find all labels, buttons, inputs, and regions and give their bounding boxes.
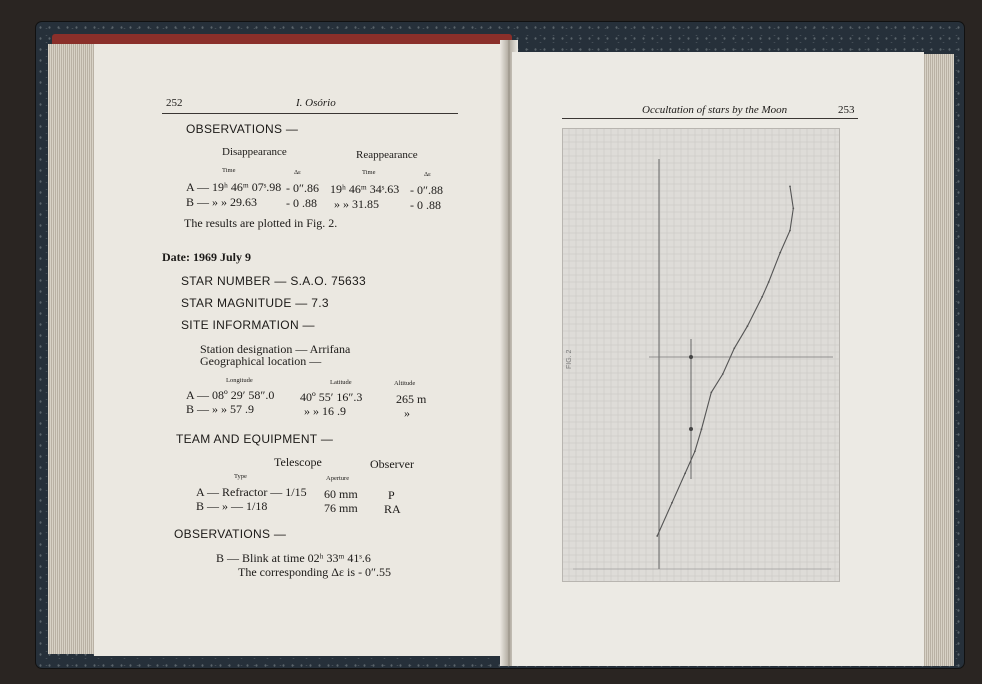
data-point <box>779 252 781 254</box>
right-page-number: 253 <box>838 104 855 116</box>
data-point <box>789 230 791 232</box>
page-edge-red <box>52 34 512 44</box>
geo-row-b-altitude: » <box>404 406 410 420</box>
chart-axes <box>573 159 833 569</box>
blink-line: B — Blink at time 02ʰ 33ᵐ 41ˢ.6 <box>216 551 371 565</box>
data-point <box>671 502 673 504</box>
data-point <box>761 296 763 298</box>
obs1-row-b-delta1: - 0 .88 <box>286 196 317 210</box>
aperture-label: Aperture <box>326 475 350 482</box>
data-point <box>768 281 770 283</box>
observations-heading-1: OBSERVATIONS — <box>186 122 299 136</box>
chart-marks <box>656 186 794 537</box>
left-page-number: 252 <box>166 97 183 109</box>
data-point <box>733 347 735 349</box>
data-point <box>701 428 703 430</box>
team-equipment-heading: TEAM AND EQUIPMENT — <box>176 432 334 446</box>
station-designation: Station designation — Arrifana <box>200 342 351 356</box>
observer-label: Observer <box>370 457 414 471</box>
equip-row-b-type: B — » — 1/18 <box>196 499 268 513</box>
obs1-row-b-delta2: - 0 .88 <box>410 198 441 212</box>
longitude-label: Longitude <box>226 377 253 384</box>
equip-row-b-observer: RA <box>384 502 401 516</box>
geo-row-b-longitude: B — » » 57 .9 <box>186 402 255 416</box>
geo-row-a-latitude: 40º 55′ 16″.3 <box>300 390 363 404</box>
equip-row-a-aperture: 60 mm <box>324 487 358 501</box>
data-point <box>789 186 791 188</box>
equip-row-b-aperture: 76 mm <box>324 501 358 515</box>
geographical-location: Geographical location — <box>200 354 322 368</box>
data-point <box>747 325 749 327</box>
obs1-row-b-time2: » » 31.85 <box>334 197 379 211</box>
chart-grid <box>563 129 839 581</box>
disappearance-label: Disappearance <box>222 146 287 158</box>
geo-row-a-altitude: 265 m <box>396 392 427 406</box>
figure-2-chart <box>562 128 840 582</box>
data-point <box>722 373 724 375</box>
time-label-2: Time <box>362 169 376 176</box>
data-point <box>684 473 686 475</box>
obs1-row-a-delta1: - 0″.86 <box>286 181 319 195</box>
left-page-stack <box>48 44 96 654</box>
delta-label-1: Δε <box>294 169 301 176</box>
type-label: Type <box>234 473 247 480</box>
obs1-row-b-time1: B — » » 29.63 <box>186 195 258 209</box>
star-number: STAR NUMBER — S.A.O. 75633 <box>181 274 366 288</box>
equip-row-a-observer: P <box>388 488 395 502</box>
obs1-row-a-delta2: - 0″.88 <box>410 183 443 197</box>
data-point <box>694 450 696 452</box>
time-label-1: Time <box>222 167 236 174</box>
delta-label-2: Δε <box>424 171 431 178</box>
altitude-label: Altitude <box>394 380 416 387</box>
equip-row-a-type: A — Refractor — 1/15 <box>196 485 307 499</box>
obs1-row-a-time1: A — 19ʰ 46ᵐ 07ˢ.98 <box>186 180 282 194</box>
data-point <box>710 392 712 394</box>
star-magnitude: STAR MAGNITUDE — 7.3 <box>181 296 329 310</box>
data-series-line <box>657 186 793 536</box>
reference-point <box>689 427 693 431</box>
data-point <box>792 208 794 210</box>
reappearance-label: Reappearance <box>356 149 418 161</box>
latitude-label: Latitude <box>330 379 352 386</box>
geo-row-a-longitude: A — 08º 29′ 58″.0 <box>186 388 275 402</box>
corresponding-delta-line: The corresponding Δε is - 0″.55 <box>238 565 392 579</box>
chart-canvas <box>563 129 839 581</box>
plot-note: The results are plotted in Fig. 2. <box>184 216 338 230</box>
geo-row-b-latitude: » » 16 .9 <box>304 404 346 418</box>
left-page <box>94 44 504 656</box>
obs1-row-a-time2: 19ʰ 46ᵐ 34ˢ.63 <box>330 182 400 196</box>
observations-heading-2: OBSERVATIONS — <box>174 527 287 541</box>
left-header-rule <box>162 113 458 114</box>
site-information-heading: SITE INFORMATION — <box>181 318 315 332</box>
telescope-label: Telescope <box>274 455 322 469</box>
data-point <box>656 535 658 537</box>
left-running-head: I. Osório <box>296 97 336 109</box>
figure-label: FIG. 2 <box>566 349 573 369</box>
right-running-head: Occultation of stars by the Moon <box>642 104 788 116</box>
date-line: Date: 1969 July 9 <box>162 250 251 264</box>
right-header-rule <box>562 118 858 119</box>
reference-point <box>689 355 693 359</box>
